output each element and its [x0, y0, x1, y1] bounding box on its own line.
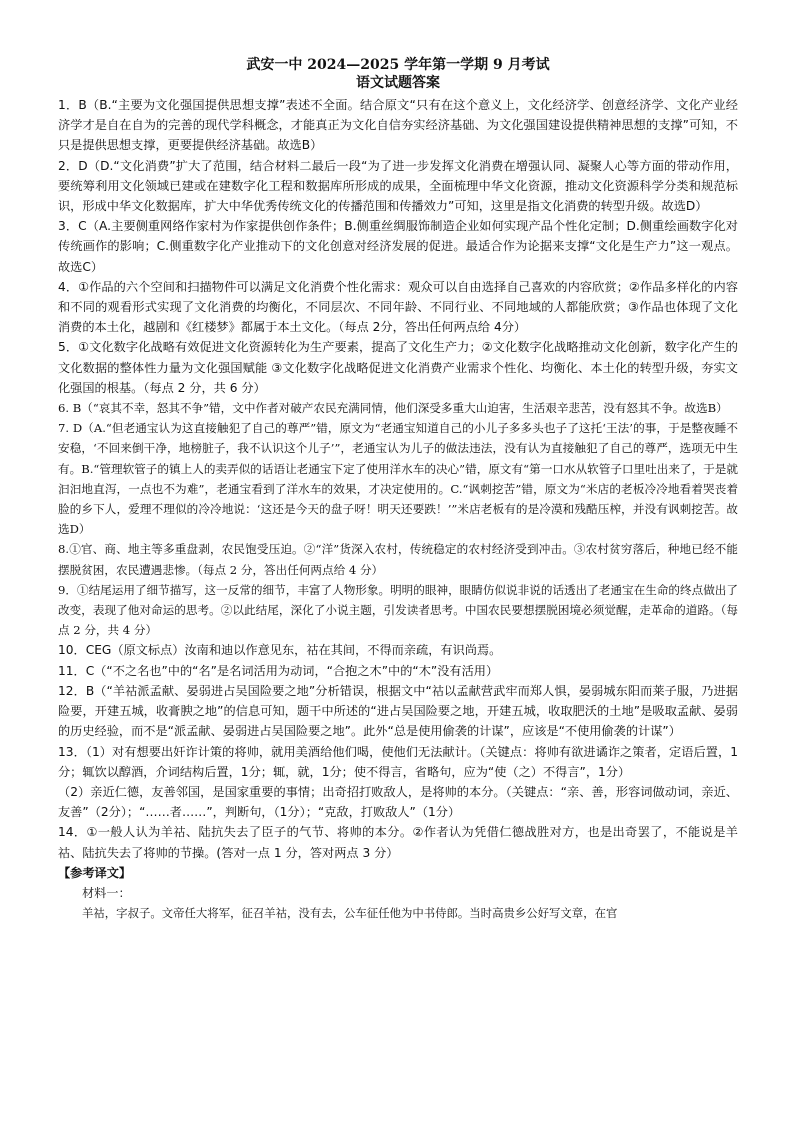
document-subtitle: 语文试题答案 — [356, 75, 440, 91]
answer-14: 14．①一般人认为羊祜、陆抗失去了臣子的气节、将帅的本分。②作者认为凭借仁德战胜对方，也是出奇罢了，不能说是羊祜、陆抗失去了将帅的节操。(答对一点 1 分，答对两点 3 分） — [58, 825, 738, 860]
answer-12: 12．B（“羊祜派孟献、晏弱进占吴国险要之地”分析错误，根据文中“祜以孟献营武牢而郑人惧，晏弱城东阳而莱子服，乃进据险要，开建五城，收膏腴之地”的信息可知，题干中所述的“进占吴国险要之地，开建五城，收取肥沃的土地”是吸取孟献、晏弱的历史经验，而不是“派孟献、晏弱进占吴国险要之地”。此外“总是使用偷袭的计谋”，应该是“不使用偷袭的计谋”） — [58, 683, 738, 739]
answer-3: 3．C（A.主要侧重网络作家村为作家提供创作条件；B.侧重丝绸服饰制造企业如何实现产品个性化定制；D.侧重绘画数字化对传统画作的影响；C.侧重数字化产业推动下的文化创意对经济发展的促进。最适合作为论据来支撑“文化是生产力”这一观点。故选C） — [58, 219, 738, 274]
answer-2: 2．D（D.“文化消费”扩大了范围，结合材料二最后一段“为了进一步发挥文化消费在增强认同、凝聚人心等方面的带动作用，要统筹利用文化领域已建或在建数字化工程和数据库所形成的成果，全面梳理中华文化资源，推动文化资源科学分类和规范标识，形成中华文化数据库，扩大中华优秀传统文化的传播范围和传播效力”可知，这里是指文化消费的转型升级。故选D） — [58, 158, 738, 214]
material-label: 材料一： — [82, 885, 131, 900]
answer-sheet — [58, 56, 738, 923]
answer-9: 9．①结尾运用了细节描写，这一反常的细节，丰富了人物形象。明明的眼神，眼睛仿似说非说的话透出了老通宝在生命的终点做出了改变，表现了他对命运的思考。②以此结尾，深化了小说主题，引发读者思考。中国农民要想摆脱困境必须觉醒，走革命的道路。（每点 2 分，共 4 分） — [58, 582, 738, 638]
reference-translation-heading: 【参考译文】 — [58, 865, 132, 880]
answer-10: 10．CEG（原文标点）汝南和迪以作意见东，祜在其间，不得而亲疏，有识尚焉。 — [58, 643, 502, 658]
answer-8: 8.①官、商、地主等多重盘剥，农民饱受压迫。②“洋”货深入农村，传统稳定的农村经济受到冲击。③农村贫穷落后，种地已经不能摆脱贫困，农民遭遇悲惨。（每点 2 分，答出任何两点给 4 分） — [58, 542, 738, 577]
answer-13-1: 13．（1）对有想要出奸诈计策的将帅，就用美酒给他们喝，使他们无法献计。（关键点：将帅有欲进谲诈之策者，定语后置，1分；辄饮以醇酒，介词结构后置，1分；辄，就，1分；使不得言，省略句，应为“使（之）不得言”，1分） — [58, 744, 738, 779]
answer-7: 7. D（A.“但老通宝认为这直接触犯了自己的尊严”错，原文为“老通宝知道自己的小儿子多多头也子了这托‘王法’的事，于是整夜睡不安稳，‘不回来倒干净，地榜脏子，我不认识这个儿子’”，老通宝认为儿子的做法违法，没有认为直接触犯了自己的尊严，选项无中生有。B.“管理软管子的镇上人的卖弄似的话语让老通宝下定了使用洋水车的决心”错，原文有“第一口水从软管子口里吐出来了，于是就汩汩地直泻，一点也不为难”，老通宝看到了洋水车的效果，才决定使用的。C.“讽刺挖苦”错，原文为“米店的老板冷冷地看着哭丧着脸的乡下人，爱理不理似的冷冷地说：‘这还是今天的盘子呀！明天还要跌！’”米店老板有的是冷漠和残酷压榨，并没有讽刺挖苦。故选D） — [58, 421, 738, 537]
translation-first-line: 羊祜，字叔子。文帝任大将军，征召羊祜，没有去，公车征任他为中书侍郎。当时高贵乡公好写文章，在官 — [82, 906, 618, 921]
answer-13-2: （2）亲近仁德，友善邻国，是国家重要的事情；出奇招打败敌人，是将帅的本分。（关键点：“亲、善，形容词做动词，亲近、友善”（2分）；“……者……”，判断句，（1分）；“克敌，打败敌人”（1分） — [58, 784, 738, 820]
document-title: 武安一中 2024—2025 学年第一学期 9 月考试 — [246, 57, 550, 73]
answer-4: 4．①作品的六个空间和扫描物件可以满足文化消费个性化需求：观众可以自由选择自己喜欢的内容欣赏；②作品多样化的内容和不同的观看形式实现了文化消费的均衡化，不同层次、不同年龄、不同行业、不同地域的人都能欣赏；③作品也体现了文化消费的本土化，越剧和《红楼梦》都属于本土文化。（每点 2分，答出任何两点给 4分） — [58, 279, 738, 335]
answer-5: 5．①文化数字化战略有效促进文化资源转化为生产要素，提高了文化生产力；②文化数字化战略推动文化创新，数字化产生的文化数据的整体性力量为文化强国赋能 ③文化数字化战略促进文化消费产业需求个性化、均衡化、本土化的转型升级，夯实文化强国的根基。（每点 2 分，共 6 分） — [58, 340, 738, 395]
answer-6: 6. B（“哀其不幸，怒其不争”错，文中作者对破产农民充满同情，他们深受多重大山迫害，生活艰辛悲苦，没有怒其不争。故选B） — [58, 401, 728, 416]
answer-11: 11．C（“不之名也”中的“名”是名词活用为动词，“合抱之木”中的“木”没有活用） — [58, 663, 499, 678]
answer-1: 1．B（B.“主要为文化强国提供思想支撑”表述不全面。结合原文“只有在这个意义上，文化经济学、创意经济学、文化产业经济学才是自在自为的完善的现代学科概念，才能真正为文化自信夯实经济基础、为文化强国建设提供精神思想的支撑”可知，不只是提供思想支撑，更要提供经济基础。故选B） — [58, 98, 738, 153]
